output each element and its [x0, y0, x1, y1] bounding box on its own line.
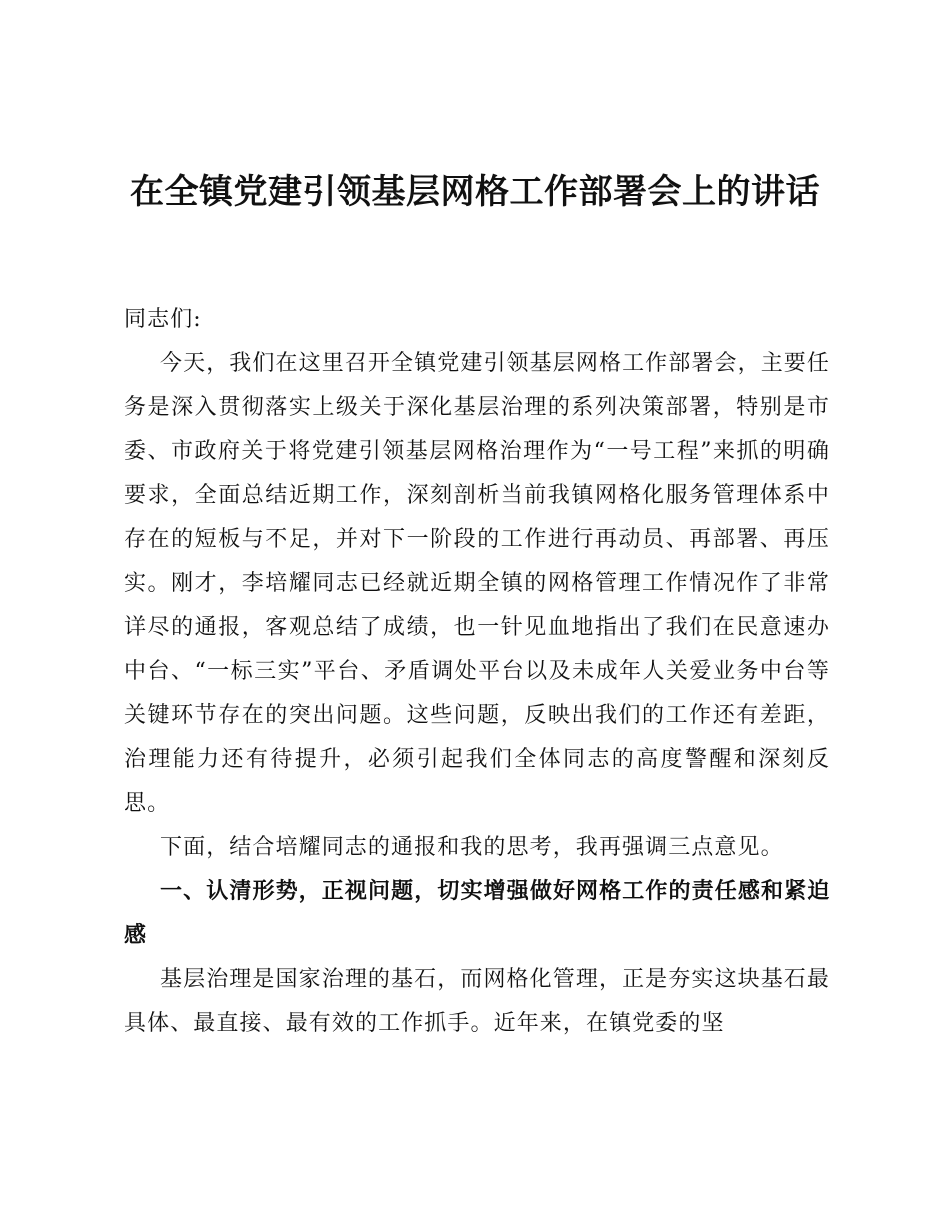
body-paragraph-2: 下面，结合培耀同志的通报和我的思考，我再强调三点意见。 [160, 835, 784, 860]
document-body [124, 298, 830, 1046]
salutation: 同志们: [124, 307, 202, 332]
section-paragraph: 基层治理是国家治理的基石，而网格化管理，正是夯实这块基石最具体、最直接、最有效的工作抓手。近年来，在镇党委的坚 [124, 967, 830, 1036]
document-title: 在全镇党建引领基层网格工作部署会上的讲话 [130, 172, 820, 212]
section-heading: 一、认清形势，正视问题，切实增强做好网格工作的责任感和紧迫感 [124, 879, 830, 948]
body-paragraph-1: 今天，我们在这里召开全镇党建引领基层网格工作部署会，主要任务是深入贯彻落实上级关于深化基层治理的系列决策部署，特别是市委、市政府关于将党建引领基层网格治理作为“一号工程”来抓的明确要求，全面总结近期工作，深刻剖析当前我镇网格化服务管理体系中存在的短板与不足，并对下一阶段的工作进行再动员、再部署、再压实。刚才，李培耀同志已经就近期全镇的网格管理工作情况作了非常详尽的通报，客观总结了成绩，也一针见血地指出了我们在民意速办中台、“一标三实”平台、矛盾调处平台以及未成年人关爱业务中台等关键环节存在的突出问题。这些问题，反映出我们的工作还有差距，治理能力还有待提升，必须引起我们全体同志的高度警醒和深刻反思。 [124, 351, 830, 816]
